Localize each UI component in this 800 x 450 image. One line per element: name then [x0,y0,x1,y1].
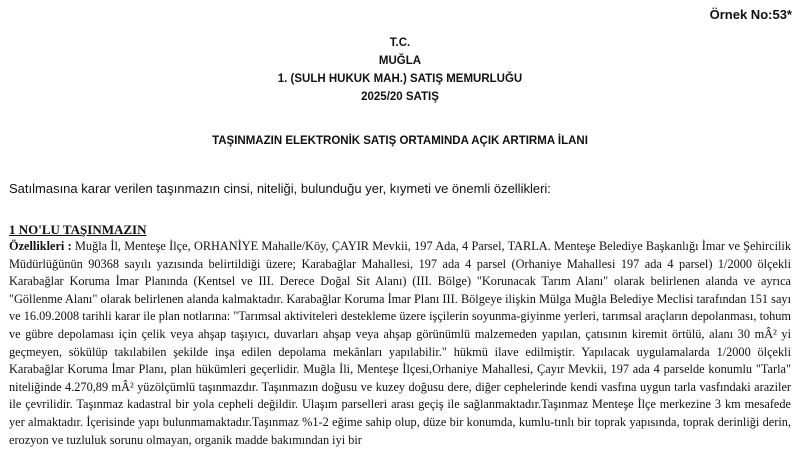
property-description [9,238,791,449]
features-text: Muğla İl, Menteşe İlçe, ORHANİYE Mahalle/Köy, ÇAYIR Mevkii, 197 Ada, 4 Parsel, TARLA. Menteşe Belediye Başkanlığı İmar ve Şehircilik Müdürlüğünün 90368 sayılı yazısında belirtildiği üzere; Karabağlar Mahallesi, 197 ada 4 parsel (Orhaniye Mahallesi 197 ada 4 parsel) 1/2000 ölçekli Karabağlar Koruma İmar Planında (Kentsel ve III. Derece Doğal Sit Alanı) (III. Bölge) "Korunacak Tarım Alanı" olarak belirlenen alanda ve ayrıca "Göllenme Alanı" olarak belirlenen alanda kalmaktadır. Karabağlar Koruma İmar Planı III. Bölgeye ilişkin Mülga Muğla Belediye Meclisi tarafından 151 sayı ve 16.09.2008 tarihli karar ile plan notlarına: "Tarımsal aktiviteleri destekleme üzere işçilerin soyunma-giyinme yerleri, tarımsal araçların depolanması, tohum ve gübre depolaması için çelik veya ahşap taşıyıcı, duvarları ahşap veya ahşap görünümlü malzemeden yapılan, çatısının kiremit örtülü, alanı 30 mÂ² yi geçmeyen, sökülüp takılabilen şekilde inşa edilen depolama mekânları yapılabilir." hükmü ilave edilmiştir. Yapılacak uygulamalarda 1/2000 ölçekli Karabağlar Koruma İmar Planı, plan hükümleri geçerlidir. Muğla İli, Menteşe İlçesi,Orhaniye Mahallesi, Çayır Mevkii, 197 ada 4 parselde konumlu "Tarla" niteliğinde 4.270,89 mÂ² yüzölçümlü taşınmazdır. Taşınmazın doğusu ve kuzey doğusu dere, diğer cephelerinde kendi vasfına uygun tarla vasfındaki araziler ile çevrilidir. Taşınmaz kadastral bir yola cepheli değildir. Ulaşım parselleri arası geçiş ile sağlanmaktadır.Taşınmaz Menteşe İlçe merkezine 3 km mesafede yer almaktadır. İçerisinde yapı bulunmamaktadır.Taşınmaz %1-2 eğime sahip olup, düze bir konumda, kumlu-tınlı bir toprak yapısında, toprak derinliği derin, erozyon ve tuzluluk sorunu olmayan, organik madde bakımından iyi bir [9,239,791,447]
intro-text: Satılmasına karar verilen taşınmazın cinsi, niteliği, bulunduğu yer, kıymeti ve önemli özellikleri: [9,181,551,196]
document-header [0,34,800,106]
section-heading: 1 NO'LU TAŞINMAZIN [9,222,147,237]
document-title: TAŞINMAZIN ELEKTRONİK SATIŞ ORTAMINDA AÇIK ARTIRMA İLANI [212,135,588,147]
header-line-office: 1. (SULH HUKUK MAH.) SATIŞ MEMURLUĞU [277,73,523,85]
header-line-tc: T.C. [389,37,411,49]
header-line-city: MUĞLA [378,55,422,67]
features-label: Özellikleri : [9,239,72,253]
header-line-file-no: 2025/20 SATIŞ [361,91,439,103]
sample-number: Örnek No:53* [709,7,792,22]
